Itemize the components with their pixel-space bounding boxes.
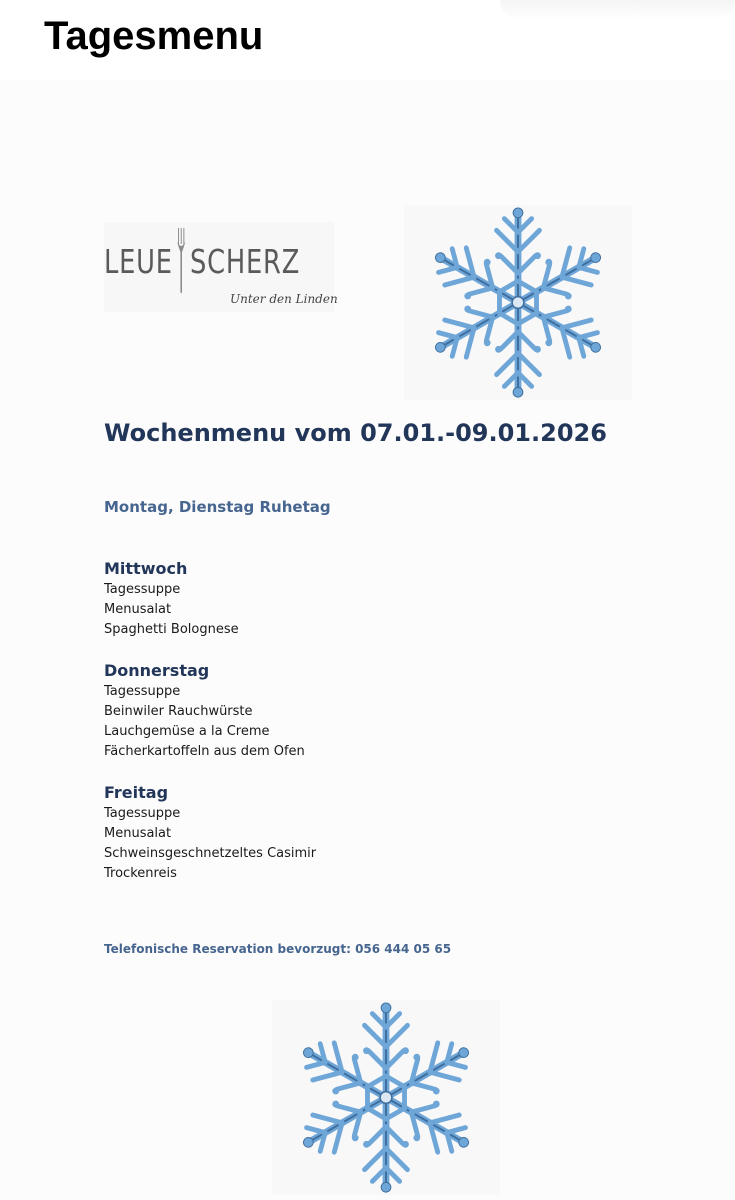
fork-icon [176, 226, 187, 296]
page-title: Tagesmenu [44, 14, 264, 58]
dish-item: Tagessuppe [104, 582, 181, 597]
dish-item: Tagessuppe [104, 806, 181, 821]
menu-heading: Wochenmenu vom 07.01.-09.01.2026 [104, 419, 607, 447]
dish-item: Fächerkartoffeln aus dem Ofen [104, 744, 305, 759]
logo-name-right: SCHERZ [189, 241, 301, 281]
rest-days-note: Montag, Dienstag Ruhetag [104, 498, 331, 516]
day-name: Freitag [104, 783, 169, 802]
dish-item: Spaghetti Bolognese [104, 622, 239, 637]
snowflake-icon [404, 205, 632, 400]
header-shadow [500, 0, 735, 20]
dish-item: Schweinsgeschnetzeltes Casimir [104, 846, 317, 861]
day-name: Donnerstag [104, 661, 210, 680]
reservation-note: Telefonische Reservation bevorzugt: 056 444 05 65 [104, 942, 452, 956]
dish-item: Menusalat [104, 826, 172, 841]
dish-item: Trockenreis [104, 866, 177, 881]
day-section-mittwoch [104, 558, 239, 640]
logo-name-left: LEUE [104, 241, 173, 281]
dish-item: Tagessuppe [104, 684, 181, 699]
logo-subtitle: Unter den Linden [230, 292, 338, 306]
restaurant-logo [104, 222, 338, 312]
day-name: Mittwoch [104, 559, 188, 578]
dish-item: Menusalat [104, 602, 172, 617]
dish-item: Beinwiler Rauchwürste [104, 704, 253, 719]
day-section-freitag [104, 782, 316, 884]
logo-wordmark [104, 236, 300, 286]
day-section-donnerstag [104, 660, 305, 762]
dish-item: Lauchgemüse a la Creme [104, 724, 270, 739]
snowflake-icon [272, 1000, 500, 1195]
